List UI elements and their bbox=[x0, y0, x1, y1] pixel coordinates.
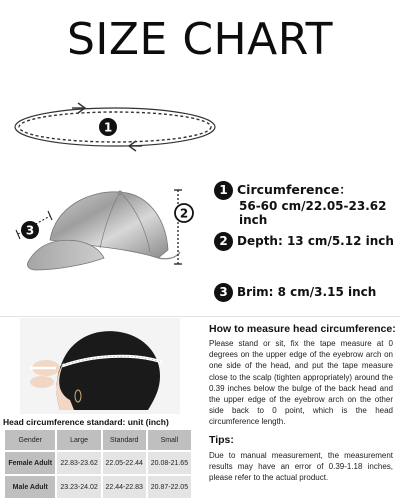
marker-3: 3 bbox=[25, 223, 35, 238]
table-cell: 22.83-23.62 bbox=[57, 452, 100, 474]
marker-1: 1 bbox=[103, 120, 113, 135]
brim-spec bbox=[214, 283, 376, 302]
depth-spec bbox=[214, 232, 394, 251]
table-header-cell: Gender bbox=[5, 430, 55, 450]
cap-illustration bbox=[8, 178, 208, 290]
howto-text: Please stand or sit, fix the tape measure at 0 degrees on the upper edge of the eyebrow arch on one side of the head, and put the tape measure close to the scalp (tighten appropriately) around the 0.39 inches below the bulge of the back head and the upper edge of the eyebrow arch on the other side back to 0 point, which is the head circumference length. bbox=[209, 339, 393, 427]
brim-label: Brim: 8 cm/3.15 inch bbox=[237, 285, 377, 299]
table-header-cell: Small bbox=[148, 430, 191, 450]
table-row bbox=[5, 452, 191, 474]
table-cell: Male Adult bbox=[5, 476, 55, 498]
size-standard-table bbox=[3, 428, 193, 500]
howto-title: How to measure head circumference: bbox=[209, 323, 396, 335]
table-cell: Female Adult bbox=[5, 452, 55, 474]
table-cell: 20.08-21.65 bbox=[148, 452, 191, 474]
tips-text: Due to manual measurement, the measurement results may have an error of 0.39-1.18 inches, please refer to the actual product. bbox=[209, 451, 393, 483]
standard-title: Head circumference standard: unit (inch) bbox=[3, 417, 169, 427]
arrow-left-icon bbox=[129, 141, 142, 151]
arrow-right-icon bbox=[72, 103, 85, 113]
table-cell: 22.44-22.83 bbox=[103, 476, 146, 498]
circumference-value: 56-60 cm/22.05-23.62 inch bbox=[239, 199, 387, 227]
circumference-label: Circumference： bbox=[237, 182, 352, 197]
depth-label: Depth: 13 cm/5.12 inch bbox=[237, 234, 394, 248]
table-header-cell: Standard bbox=[103, 430, 146, 450]
page-title: SIZE CHART bbox=[67, 14, 333, 65]
table-cell: 20.87-22.05 bbox=[148, 476, 191, 498]
marker-2: 2 bbox=[179, 206, 189, 221]
head-measure-illustration bbox=[20, 318, 180, 414]
table-row bbox=[5, 476, 191, 498]
table-header-row bbox=[5, 430, 191, 450]
depth-dimension-line bbox=[174, 190, 182, 264]
table-cell: 23.23-24.02 bbox=[57, 476, 100, 498]
section-divider bbox=[0, 316, 400, 317]
tips-title: Tips: bbox=[209, 434, 234, 446]
circumference-spec bbox=[214, 180, 352, 200]
table-header-cell: Large bbox=[57, 430, 100, 450]
number-3-badge: 3 bbox=[214, 283, 233, 302]
number-1-badge: 1 bbox=[214, 181, 233, 200]
table-cell: 22.05-22.44 bbox=[103, 452, 146, 474]
number-2-badge: 2 bbox=[214, 232, 233, 251]
circumference-diagram bbox=[10, 96, 220, 158]
